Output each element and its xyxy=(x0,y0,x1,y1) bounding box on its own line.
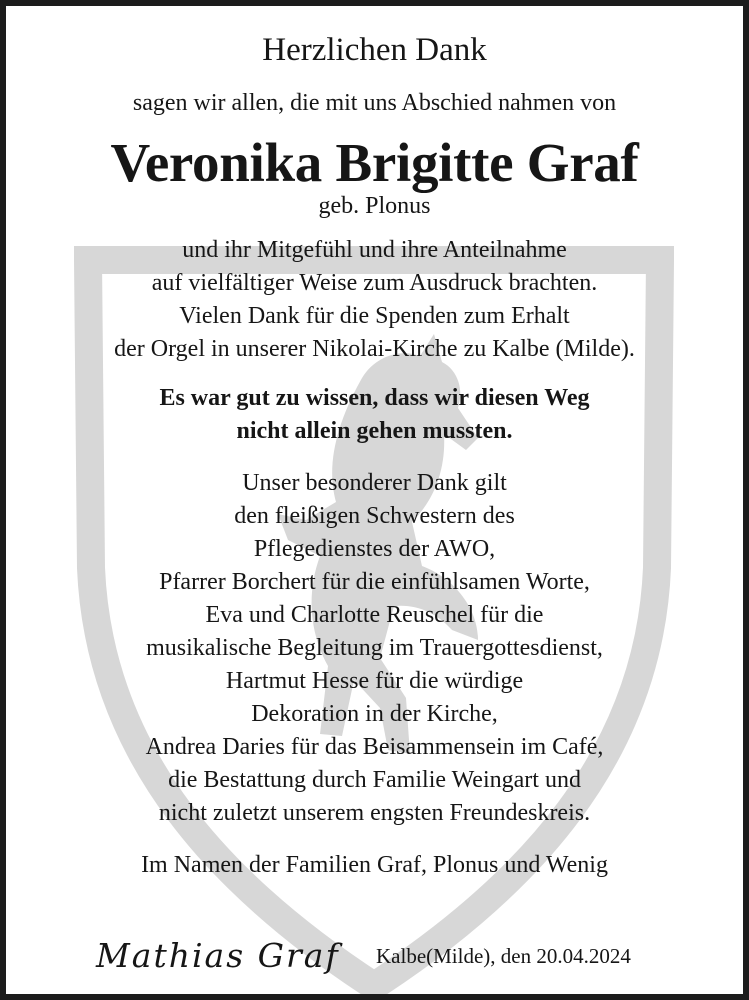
text-line: und ihr Mitgefühl und ihre Anteilnahme xyxy=(182,237,567,263)
quote-paragraph xyxy=(6,382,743,448)
place-and-date: Kalbe(Milde), den 20.04.2024 xyxy=(376,944,631,968)
intro-line: sagen wir allen, die mit uns Abschied nahmen von xyxy=(132,90,617,116)
text-line: den fleißigen Schwestern des xyxy=(234,503,515,529)
text-line: Hartmut Hesse für die würdige xyxy=(225,668,524,694)
birth-name: geb. Plonus xyxy=(318,193,431,219)
text-line: musikalische Begleitung im Trauergottesdienst, xyxy=(146,635,603,661)
text-line: die Bestattung durch Familie Weingart und xyxy=(168,767,581,793)
text-line: Eva und Charlotte Reuschel für die xyxy=(205,602,544,628)
signature-row xyxy=(6,936,749,976)
notice-heading: Herzlichen Dank xyxy=(262,32,487,68)
text-line: der Orgel in unserer Nikolai-Kirche zu Kalbe (Milde). xyxy=(114,336,635,362)
text-line: Dekoration in der Kirche, xyxy=(251,701,498,727)
text-line: Andrea Daries für das Beisammensein im Café, xyxy=(145,734,604,760)
text-line: Vielen Dank für die Spenden zum Erhalt xyxy=(179,303,570,329)
text-line: nicht allein gehen mussten. xyxy=(236,418,513,444)
thanks-paragraph xyxy=(6,234,743,366)
signature: Mathias Graf xyxy=(96,936,340,975)
text-line: auf vielfältiger Weise zum Ausdruck brachten. xyxy=(151,270,598,296)
closing-line: Im Namen der Familien Graf, Plonus und Wenig xyxy=(141,852,608,878)
text-line: nicht zuletzt unserem engsten Freundeskreis. xyxy=(158,800,591,826)
notice-body xyxy=(6,6,743,877)
text-line: Pflegedienstes der AWO, xyxy=(253,536,496,562)
deceased-name: Veronika Brigitte Graf xyxy=(110,132,639,193)
text-line: Unser besonderer Dank gilt xyxy=(242,470,507,496)
special-thanks-paragraph xyxy=(6,467,743,830)
text-line: Pfarrer Borchert für die einfühlsamen Worte, xyxy=(159,569,590,595)
text-line: Es war gut zu wissen, dass wir diesen Weg xyxy=(159,385,590,411)
